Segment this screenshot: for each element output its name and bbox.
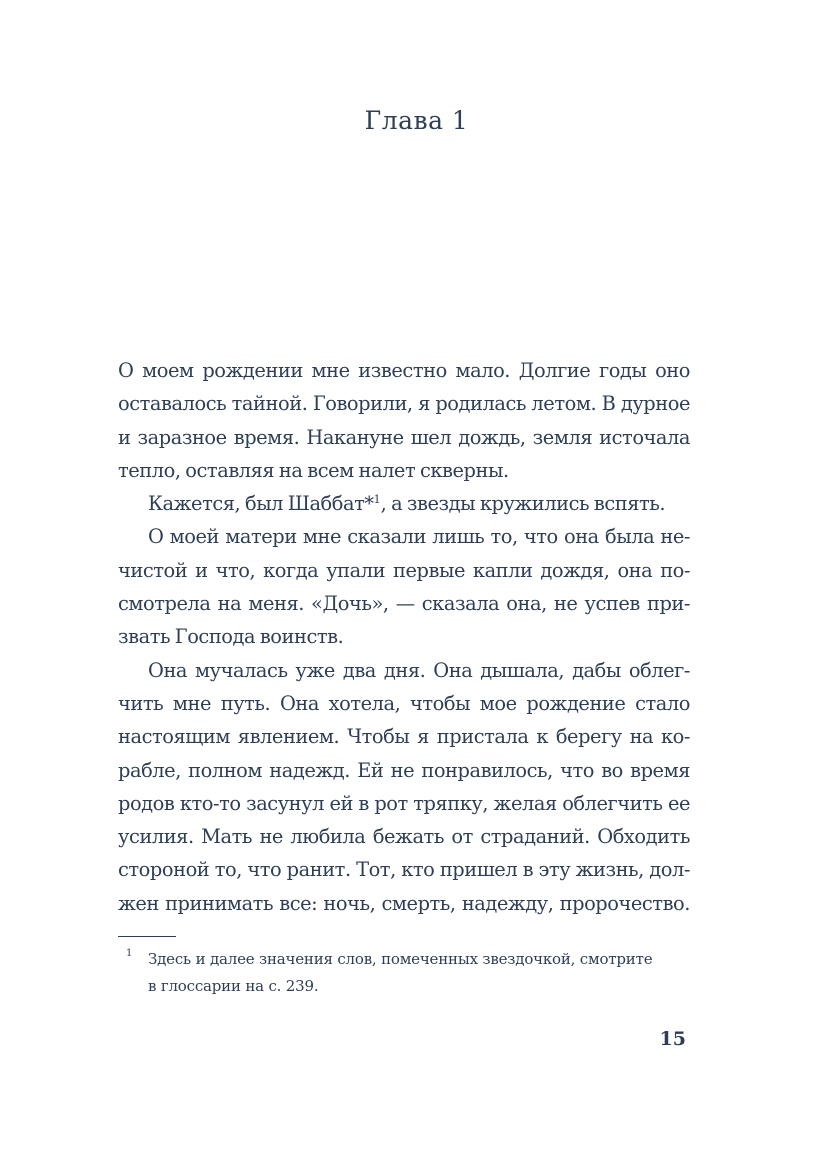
body-line-end: , а звезды кружились вспять. [380, 492, 666, 516]
body-line: звать Господа воинств. [118, 625, 344, 649]
body-line: чить мне путь. Она хотела, чтобы мое рождение стало [118, 691, 690, 715]
footnote-line: Здесь и далее значения слов, помеченных звездочкой, смотрите [148, 950, 653, 968]
footnote-divider [118, 936, 176, 937]
body-line: рабле, полном надежд. Ей не понравилось, что во время [118, 758, 690, 782]
body-line: тепло, оставляя на всем налет скверны. [118, 458, 509, 482]
body-line: оставалось тайной. Говорили, я родилась летом. В дурное [118, 392, 690, 416]
footnote-reference[interactable]: 1 [373, 493, 381, 507]
footnote-line: в глоссарии на с. 239. [148, 977, 319, 995]
body-line-with-footnote [118, 487, 690, 520]
chapter-title: Глава 1 [364, 106, 469, 135]
body-line-start: Кажется, был Шаббат* [148, 492, 374, 516]
body-line: стороной то, что ранит. Тот, кто пришел в эту жизнь, дол- [118, 858, 690, 882]
footnote [118, 946, 690, 1000]
body-line: настоящим явлением. Чтобы я пристала к берегу на ко- [118, 725, 690, 749]
body-line: родов кто-то засунул ей в рот тряпку, желая облегчить ее [118, 791, 690, 815]
body-line: усилия. Мать не любила бежать от страданий. Обходить [118, 825, 690, 849]
body-line: О моем рождении мне известно мало. Долгие годы оно [118, 359, 690, 382]
body-line: чистой и что, когда упали первые капли дождя, она по- [118, 558, 690, 582]
body-line: О моей матери мне сказали лишь то, что она была не- [148, 525, 690, 549]
body-line: и заразное время. Накануне шел дождь, земля источала [118, 425, 690, 449]
body-line: смотрела на меня. «Дочь», — сказала она, не успев при- [118, 592, 690, 616]
page-number: 15 [659, 1028, 686, 1050]
body-text [118, 354, 690, 920]
body-line: Она мучалась уже два дня. Она дышала, дабы облег- [148, 658, 690, 682]
body-line: жен принимать все: ночь, смерть, надежду, пророчество. [118, 891, 690, 915]
footnote-marker: 1 [126, 948, 133, 959]
